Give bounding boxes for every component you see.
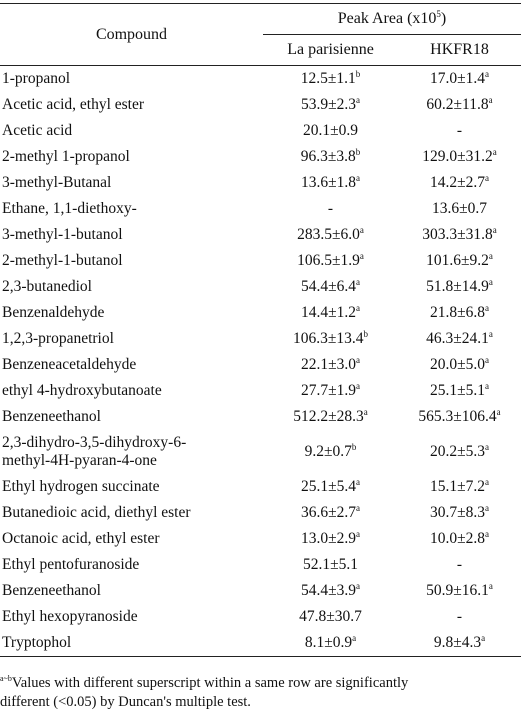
value-superscript: a (359, 225, 364, 235)
la-parisienne-value (263, 222, 398, 248)
value-text: 12.5±1.1 (300, 70, 356, 87)
value-text: 27.7±1.9 (300, 382, 356, 399)
compound-name-text: Benzenaldehyde (2, 304, 105, 321)
value-text: 14.2±2.7 (429, 174, 485, 191)
compound-name (0, 352, 263, 378)
value-superscript: a (356, 529, 360, 539)
compound-name-text: Benzeneethanol (2, 408, 101, 425)
compound-name-text: Acetic acid (2, 122, 73, 139)
la-parisienne-value (263, 300, 398, 326)
la-parisienne-value (263, 326, 398, 352)
la-parisienne-value (263, 578, 398, 604)
table-row (0, 196, 521, 222)
hkfr18-value (398, 404, 521, 430)
compound-name-text: Benzeneethanol (2, 582, 101, 599)
value-text: 512.2±28.3 (293, 408, 364, 425)
value-superscript: a (356, 95, 360, 105)
value-text: - (456, 122, 463, 139)
la-parisienne-value (263, 92, 398, 118)
value-text: 8.1±0.9 (304, 634, 353, 651)
value-superscript: a (485, 503, 489, 513)
compound-name-text: Octanoic acid, ethyl ester (2, 530, 160, 547)
compound-name (0, 274, 263, 300)
value-superscript: a (485, 442, 489, 452)
la-parisienne-value (263, 274, 398, 300)
hkfr18-value (398, 352, 521, 378)
col-hkfr18-header: HKFR18 (398, 35, 521, 66)
table-row (0, 144, 521, 170)
table-row (0, 352, 521, 378)
hkfr18-value (398, 500, 521, 526)
value-text: 96.3±3.8 (300, 148, 356, 165)
value-text: 20.2±5.3 (429, 443, 485, 460)
compound-name-text: Ethane, 1,1-diethoxy- (2, 200, 137, 217)
value-text: - (456, 608, 463, 625)
value-superscript: a (356, 277, 360, 287)
hkfr18-value (398, 196, 521, 222)
value-superscript: a (488, 277, 493, 287)
compound-name-text: Ethyl hexopyranoside (2, 608, 138, 625)
value-superscript: a (496, 407, 501, 417)
hkfr18-value (398, 378, 521, 404)
compound-name-text: Butanedioic acid, diethyl ester (2, 504, 191, 521)
value-text: 10.0±2.8 (429, 530, 485, 547)
compound-name-text: 1-propanol (2, 70, 71, 87)
compound-name (0, 300, 263, 326)
value-superscript: a (356, 477, 360, 487)
peak-area-header (263, 4, 521, 35)
table-row (0, 300, 521, 326)
value-superscript: a (356, 503, 360, 513)
compound-name (0, 552, 263, 578)
hkfr18-value (398, 430, 521, 474)
value-superscript: a (481, 633, 486, 643)
compound-name-text: 2,3-butanediol (2, 278, 92, 295)
value-text: 46.3±24.1 (426, 330, 489, 347)
hkfr18-value (398, 578, 521, 604)
table-row (0, 248, 521, 274)
la-parisienne-value (263, 526, 398, 552)
la-parisienne-value (263, 352, 398, 378)
compound-name-line-1: 2,3-dihydro-3,5-dihydroxy-6- (2, 434, 187, 451)
compound-name-text: 2-methyl-1-butanol (2, 252, 123, 269)
table-row (0, 604, 521, 630)
value-superscript: a (485, 529, 489, 539)
compound-name (0, 500, 263, 526)
compound-name-text: Acetic acid, ethyl ester (2, 96, 145, 113)
hkfr18-value (398, 474, 521, 500)
hkfr18-value (398, 300, 521, 326)
table-row (0, 222, 521, 248)
hkfr18-value (398, 248, 521, 274)
compound-name (0, 196, 263, 222)
table-row (0, 326, 521, 352)
la-parisienne-value (263, 378, 398, 404)
value-text: 20.0±5.0 (429, 356, 485, 373)
hkfr18-value (398, 630, 521, 657)
compound-name (0, 170, 263, 196)
value-text: 565.3±106.4 (418, 408, 497, 425)
value-superscript: a (488, 251, 493, 261)
compound-name (0, 66, 263, 93)
value-superscript: a (492, 225, 497, 235)
compound-name (0, 578, 263, 604)
table-row (0, 170, 521, 196)
compound-name (0, 404, 263, 430)
la-parisienne-value (263, 144, 398, 170)
value-superscript: a (485, 303, 489, 313)
footnote-line-1: Values with different superscript within a same row are significantly (11, 675, 409, 691)
la-parisienne-value (263, 430, 398, 474)
value-superscript: a (356, 303, 360, 313)
compound-name-text: 3-methyl-1-butanol (2, 226, 123, 243)
value-text: - (327, 200, 334, 217)
value-text: 20.1±0.9 (302, 122, 358, 139)
value-text: 47.8±30.7 (299, 608, 362, 625)
value-text: 9.2±0.7 (304, 443, 352, 460)
value-text: 106.3±13.4 (292, 330, 364, 347)
hkfr18-value (398, 92, 521, 118)
compound-name (0, 92, 263, 118)
hkfr18-value (398, 274, 521, 300)
table-row (0, 66, 521, 93)
compound-name (0, 118, 263, 144)
value-superscript: a (485, 173, 489, 183)
compound-header: Compound (0, 4, 263, 66)
table-row (0, 526, 521, 552)
value-superscript: a (363, 407, 368, 417)
compound-name (0, 326, 263, 352)
footnote (0, 674, 520, 712)
compound-name (0, 144, 263, 170)
la-parisienne-value (263, 196, 398, 222)
value-text: 9.8±4.3 (433, 634, 482, 651)
value-text: 129.0±31.2 (422, 148, 493, 165)
value-superscript: b (355, 69, 361, 79)
value-text: 17.0±1.4 (429, 70, 485, 87)
value-text: 54.4±6.4 (300, 278, 356, 295)
compound-name (0, 474, 263, 500)
value-superscript: a (485, 69, 489, 79)
value-superscript: a (485, 381, 489, 391)
value-text: 25.1±5.4 (300, 478, 356, 495)
la-parisienne-value (263, 118, 398, 144)
peak-area-close: ) (440, 10, 447, 27)
la-parisienne-value (263, 404, 398, 430)
value-text: - (456, 556, 463, 573)
hkfr18-value (398, 326, 521, 352)
value-text: 53.9±2.3 (300, 96, 356, 113)
value-text: 14.4±1.2 (300, 304, 356, 321)
value-text: 54.4±3.9 (300, 582, 356, 599)
table-row (0, 118, 521, 144)
value-text: 13.6±1.8 (300, 174, 356, 191)
value-text: 303.3±31.8 (422, 226, 493, 243)
value-text: 50.9±16.1 (426, 582, 489, 599)
hkfr18-value (398, 604, 521, 630)
footnote-line-2: different (<0.05) by Duncan's multiple test. (0, 694, 251, 710)
la-parisienne-value (263, 170, 398, 196)
value-superscript: a (359, 251, 364, 261)
value-superscript: b (363, 329, 368, 339)
table-row (0, 630, 521, 657)
value-superscript: a (488, 329, 493, 339)
table-row (0, 92, 521, 118)
compound-name-text: Ethyl hydrogen succinate (2, 478, 160, 495)
peak-area-label: Peak Area (x10 (337, 10, 437, 27)
la-parisienne-value (263, 66, 398, 93)
value-superscript: b (351, 442, 357, 452)
value-superscript: a (356, 381, 360, 391)
hkfr18-value (398, 552, 521, 578)
table-row (0, 430, 521, 474)
value-superscript: a (485, 477, 489, 487)
compound-name-text: 1,2,3-propanetriol (2, 330, 114, 347)
compound-name (0, 526, 263, 552)
table-row (0, 378, 521, 404)
value-superscript: a (488, 95, 493, 105)
la-parisienne-value (263, 630, 398, 657)
value-superscript: a (492, 147, 497, 157)
value-text: 60.2±11.8 (426, 96, 489, 113)
compound-name-text: ethyl 4-hydroxybutanoate (2, 382, 162, 399)
la-parisienne-value (263, 248, 398, 274)
peak-area-table (0, 3, 521, 657)
compound-name-text: 3-methyl-Butanal (2, 174, 112, 191)
table-row (0, 578, 521, 604)
value-text: 51.8±14.9 (426, 278, 489, 295)
value-text: 15.1±7.2 (429, 478, 485, 495)
compound-name (0, 630, 263, 657)
value-text: 106.5±1.9 (297, 252, 360, 269)
compound-name (0, 378, 263, 404)
value-text: 13.0±2.9 (300, 530, 356, 547)
hkfr18-value (398, 144, 521, 170)
value-text: 21.8±6.8 (429, 304, 485, 321)
table-row (0, 274, 521, 300)
value-text: 30.7±8.3 (429, 504, 485, 521)
la-parisienne-value (263, 604, 398, 630)
value-text: 25.1±5.1 (429, 382, 485, 399)
compound-name-text: Benzeneacetaldehyde (2, 356, 137, 373)
hkfr18-value (398, 170, 521, 196)
compound-name-text: 2-methyl 1-propanol (2, 148, 130, 165)
hkfr18-value (398, 118, 521, 144)
value-text: 22.1±3.0 (300, 356, 356, 373)
value-superscript: a (356, 581, 360, 591)
table-row (0, 500, 521, 526)
hkfr18-value (398, 222, 521, 248)
compound-name-line-2: methyl-4H-pyaran-4-one (2, 452, 157, 469)
compound-name (0, 430, 263, 474)
table-body (0, 66, 521, 657)
table-row (0, 552, 521, 578)
table-row (0, 404, 521, 430)
value-text: 36.6±2.7 (300, 504, 356, 521)
compound-name-text: Ethyl pentofuranoside (2, 556, 140, 573)
value-text: 101.6±9.2 (426, 252, 489, 269)
value-superscript: a (356, 355, 360, 365)
compound-name-text: Tryptophol (2, 634, 72, 651)
value-text: 52.1±5.1 (302, 556, 358, 573)
peak-area-exponent: 5 (436, 9, 441, 19)
value-superscript: a (485, 355, 489, 365)
value-superscript: a (352, 633, 357, 643)
footnote-superscript: a~b (0, 674, 12, 683)
hkfr18-value (398, 66, 521, 93)
value-superscript: b (355, 147, 361, 157)
value-superscript: a (488, 581, 493, 591)
la-parisienne-value (263, 552, 398, 578)
value-superscript: a (356, 173, 360, 183)
la-parisienne-value (263, 474, 398, 500)
compound-name (0, 248, 263, 274)
value-text: 13.6±0.7 (431, 200, 487, 217)
value-text: 283.5±6.0 (297, 226, 360, 243)
compound-name (0, 222, 263, 248)
col-la-parisienne-header: La parisienne (263, 35, 398, 66)
hkfr18-value (398, 526, 521, 552)
compound-name (0, 604, 263, 630)
table-row (0, 474, 521, 500)
la-parisienne-value (263, 500, 398, 526)
